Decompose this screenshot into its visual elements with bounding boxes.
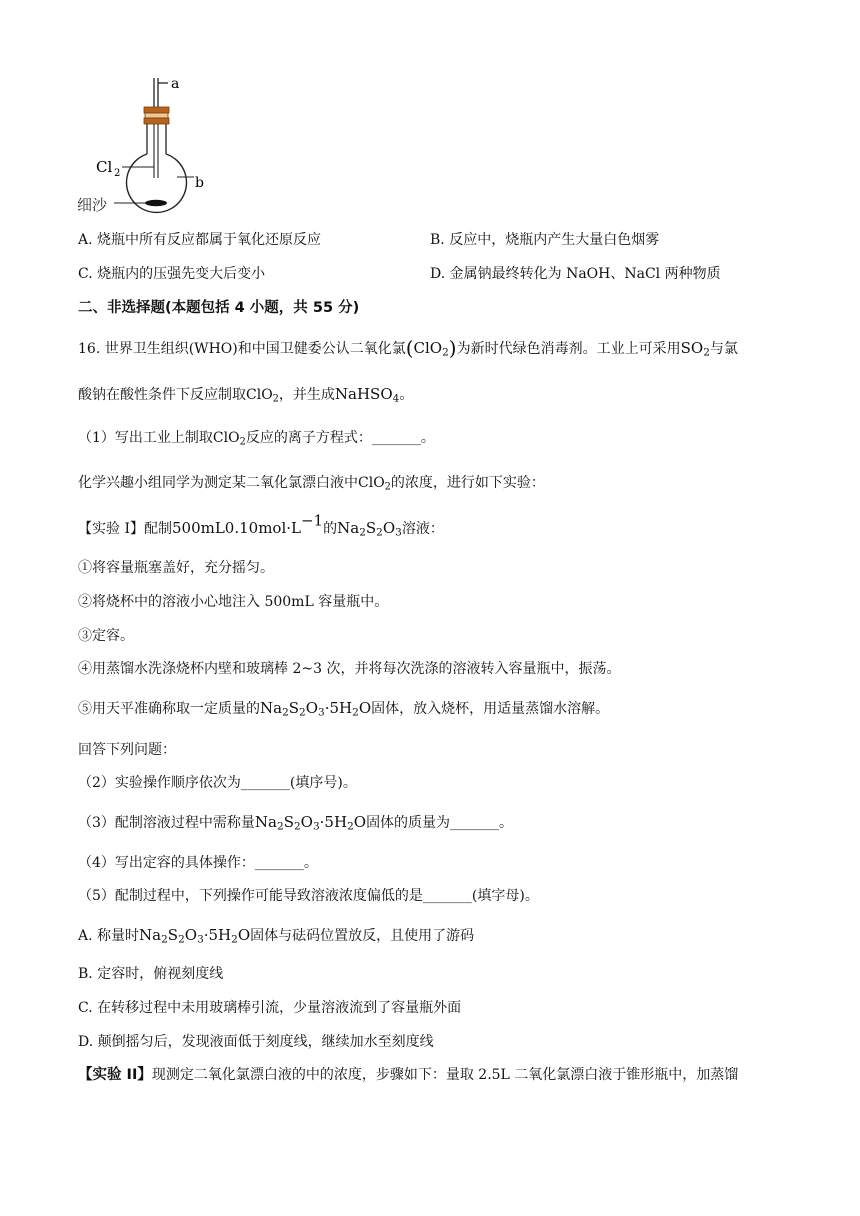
q16-line1-a: 16. 世界卫生组织(WHO)和中国卫健委公认二氧化氯 [78,341,406,357]
step-4: ④用蒸馏水洗涤烧杯内壁和玻璃棒 2~3 次，并将每次洗涤的溶液转入容量瓶中，振荡。 [78,661,621,677]
q16-part4: （4）写出定容的具体操作：_______。 [78,855,318,871]
label-a: a [171,76,180,92]
q16-option-c: C. 在转移过程中未用玻璃棒引流，少量溶液流到了容量瓶外面 [78,1000,462,1016]
q16-option-b: B. 定容时，俯视刻度线 [78,966,224,982]
step-1: ①将容量瓶塞盖好，充分摇匀。 [78,560,274,576]
flask-diagram [74,74,224,224]
option-b: B. 反应中，烧瓶内产生大量白色烟雾 [430,232,660,248]
q16-intro: 化学兴趣小组同学为测定某二氧化氯漂白液中ClO$_2$的浓度，进行如下实验： [78,475,545,493]
q16-part5: （5）配制过程中，下列操作可能导致溶液浓度偏低的是_______(填字母)。 [78,888,539,904]
option-d: D. 金属钠最终转化为 NaOH、NaCl 两种物质 [430,266,721,282]
q16-part3: （3）配制溶液过程中需称量$Na_2S_2O_3\cdot 5H_2O$固体的质量为_______。 [78,813,514,833]
option-c: C. 烧瓶内的压强先变大后变小 [78,266,266,282]
q16-part1: （1）写出工业上制取ClO$_2$反应的离子方程式：_______。 [78,430,435,448]
label-sand: 细沙 [77,196,108,214]
section-heading: 二、非选择题(本题包括 4 小题，共 55 分) [78,300,360,316]
q16-part2: （2）实验操作顺序依次为_______(填序号)。 [78,775,357,791]
q16-line2: 酸钠在酸性条件下反应制取ClO$_2$，并生成NaHSO$_4$。 [78,385,414,405]
step-2: ②将烧杯中的溶液小心地注入 500mL 容量瓶中。 [78,594,389,610]
q16-option-d: D. 颠倒摇匀后，发现液面低于刻度线，继续加水至刻度线 [78,1034,434,1050]
label-cl: Cl [96,158,113,176]
step-5: ⑤用天平准确称取一定质量的$Na_2S_2O_3\cdot 5H_2O$固体，放入烧杯，用适量蒸馏水溶解。 [78,699,610,719]
experiment-1-line: 【实验 I】配制$500mL0.10mol\cdot L^{-1}$的$Na_2S_2O_3$溶液： [78,511,444,539]
label-cl-sub: 2 [114,168,121,179]
q16-option-a: A. 称量时$Na_2S_2O_3\cdot 5H_2O$固体与砝码位置放反，且使用了游码 [78,926,475,946]
q16-line1-c: 与氯 [709,341,738,357]
answer-intro: 回答下列问题： [78,742,176,758]
label-b: b [195,175,204,191]
q16-line1-b: 为新时代绿色消毒剂。工业上可采用 [456,341,681,357]
experiment-2-tag: 【实验 II】 [78,1067,152,1083]
flask-apparatus-figure [74,74,224,224]
q16-line1: 16. 世界卫生组织(WHO)和中国卫健委公认二氧化氯(ClO$_2$)为新时代绿色消毒剂。工业上可采用$SO_2$与氯 [78,336,738,360]
experiment-1-tag: 【实验 I】 [78,521,144,537]
experiment-2-line: 【实验 II】现测定二氧化氯漂白液的中的浓度，步骤如下：量取 2.5L 二氧化氯漂白液于锥形瓶中，加蒸馏 [78,1067,739,1083]
step-3: ③定容。 [78,628,134,644]
option-a: A. 烧瓶中所有反应都属于氧化还原反应 [78,232,322,248]
